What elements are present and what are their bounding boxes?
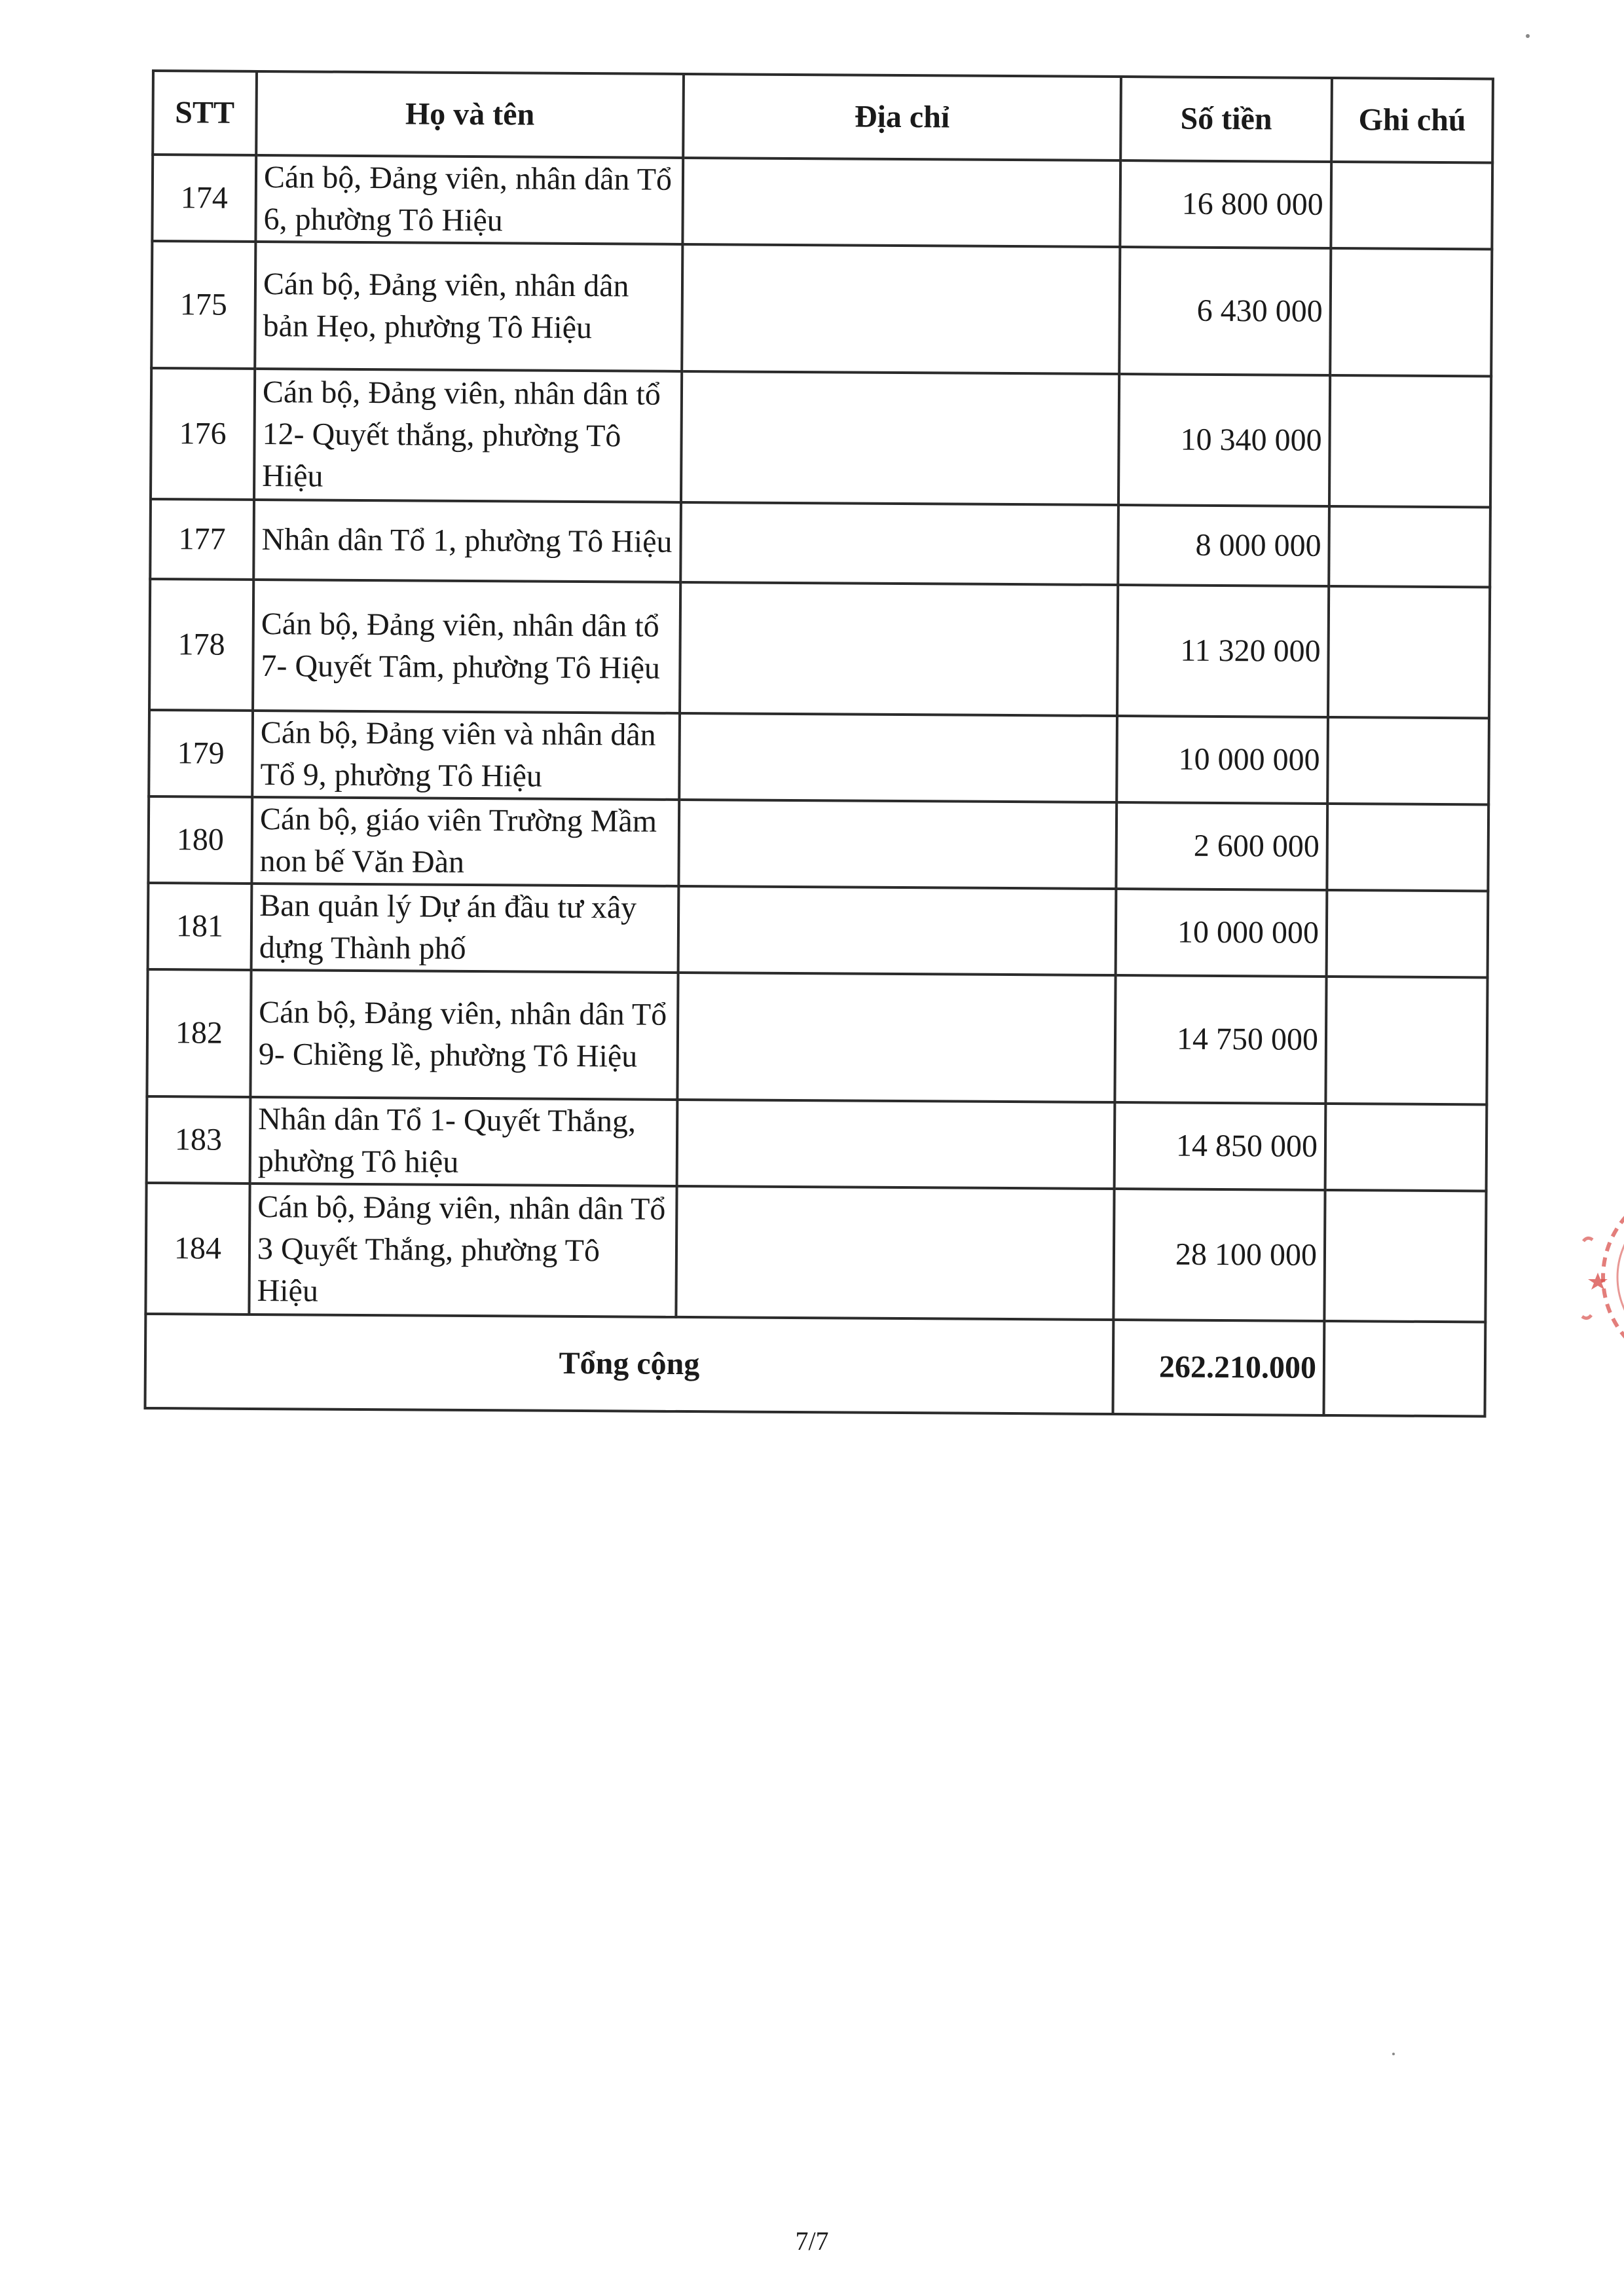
row-note (1331, 162, 1492, 250)
table-row (151, 368, 1491, 507)
row-name: Nhân dân Tổ 1- Quyết Thắng, phường Tô hiệu (250, 1097, 678, 1186)
header-name: Họ và tên (256, 71, 684, 158)
scan-speck (1392, 2053, 1395, 2055)
total-note (1323, 1321, 1485, 1417)
row-name: Cán bộ, Đảng viên, nhân dân bản Hẹo, phường Tô Hiệu (255, 242, 682, 371)
document-sheet (144, 69, 1492, 1417)
row-name: Cán bộ, Đảng viên, nhân dân Tổ 9- Chiềng lề, phường Tô Hiệu (250, 970, 678, 1100)
row-name: Cán bộ, Đảng viên, nhân dân tổ 7- Quyết Tâm, phường Tô Hiệu (253, 580, 680, 713)
row-note (1329, 375, 1491, 507)
row-stt: 182 (147, 969, 251, 1097)
row-stt: 183 (147, 1096, 251, 1184)
row-amount: 6 430 000 (1119, 247, 1331, 375)
header-amount: Số tiền (1120, 77, 1332, 162)
row-note (1325, 1104, 1487, 1191)
donation-table (144, 69, 1494, 1417)
row-stt: 180 (148, 796, 252, 884)
row-address (676, 1186, 1114, 1320)
row-address (679, 713, 1117, 802)
row-address (680, 502, 1118, 585)
header-note: Ghi chú (1331, 78, 1493, 163)
row-stt: 184 (145, 1183, 249, 1315)
table-row (149, 710, 1489, 804)
row-name: Ban quản lý Dự án đầu tư xây dựng Thành phố (251, 884, 679, 973)
row-amount: 11 320 000 (1117, 585, 1329, 717)
row-amount: 14 850 000 (1115, 1102, 1326, 1190)
row-amount: 10 000 000 (1116, 889, 1327, 977)
table-row (148, 796, 1488, 891)
row-address (681, 371, 1119, 505)
scan-speck (1526, 34, 1530, 38)
table-row (147, 1096, 1487, 1191)
row-note (1327, 804, 1488, 891)
row-stt: 176 (151, 368, 255, 500)
row-stt: 174 (152, 155, 256, 242)
row-address (678, 800, 1116, 889)
row-stt: 175 (151, 241, 255, 369)
total-amount: 262.210.000 (1113, 1320, 1324, 1415)
row-address (678, 886, 1116, 975)
row-name: Cán bộ, Đảng viên, nhân dân tổ 12- Quyết thắng, phường Tô Hiệu (254, 369, 682, 502)
row-note (1330, 248, 1492, 376)
total-row (145, 1314, 1486, 1416)
row-amount: 10 340 000 (1118, 374, 1330, 506)
header-stt: STT (153, 71, 257, 155)
row-amount: 14 750 000 (1115, 975, 1326, 1104)
row-note (1327, 717, 1489, 805)
total-label: Tổng cộng (145, 1314, 1114, 1414)
row-stt: 178 (149, 579, 253, 711)
row-note (1329, 506, 1490, 588)
row-address (682, 244, 1120, 374)
row-stt: 177 (150, 499, 254, 580)
table-header-row (153, 71, 1493, 162)
table-row (151, 241, 1492, 376)
row-stt: 179 (149, 710, 253, 797)
table-row (149, 579, 1490, 718)
row-address (677, 1100, 1115, 1189)
row-stt: 181 (148, 883, 252, 970)
row-name: Nhân dân Tổ 1, phường Tô Hiệu (253, 500, 681, 582)
table-row (147, 969, 1487, 1104)
table-row (148, 883, 1488, 977)
row-name: Cán bộ, Đảng viên, nhân dân Tổ 6, phường Tô Hiệu (255, 155, 683, 244)
page-number: 7/7 (795, 2226, 829, 2256)
row-name: Cán bộ, Đảng viên, nhân dân Tổ 3 Quyết Thắng, phường Tô Hiệu (249, 1184, 676, 1317)
header-address: Địa chỉ (683, 74, 1121, 160)
table-row (150, 499, 1490, 587)
row-note (1327, 890, 1488, 978)
row-amount: 8 000 000 (1118, 505, 1329, 586)
official-seal-fragment (1564, 1179, 1624, 1375)
row-name: Cán bộ, giáo viên Trường Mầm non bế Văn Đàn (251, 797, 679, 886)
row-note (1324, 1190, 1486, 1322)
row-amount: 28 100 000 (1113, 1189, 1325, 1321)
row-address (677, 973, 1115, 1102)
row-amount: 2 600 000 (1116, 802, 1327, 890)
row-amount: 10 000 000 (1116, 716, 1328, 804)
row-name: Cán bộ, Đảng viên và nhân dân Tổ 9, phường Tô Hiệu (252, 711, 680, 800)
row-address (682, 158, 1120, 247)
table-row (152, 155, 1492, 249)
row-address (680, 582, 1118, 716)
row-amount: 16 800 000 (1120, 160, 1331, 248)
table-row (145, 1183, 1486, 1322)
row-note (1328, 586, 1490, 718)
row-note (1325, 977, 1487, 1104)
